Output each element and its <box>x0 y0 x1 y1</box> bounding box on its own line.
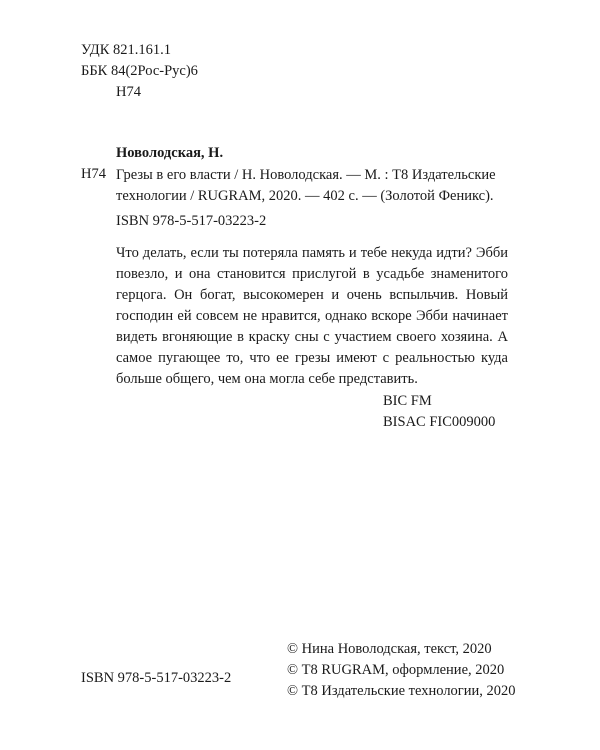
bisac-code: BISAC FIC009000 <box>383 414 496 430</box>
book-abstract: Что делать, если ты потеряла память и тебе некуда идти? Эбби повезло, и она становится прислугой в усадьбе знаменитого герцога. Он богат, высокомерен и очень вспыльчив. Новый господин ей совсем не нравится, однако вскоре Эбби начинает видеть вгоняющие в краску сны с участием своего хозяина. А самое пугающее то, что ее грезы имеют с реальностью куда больше общего, чем она могла себе представить. <box>116 245 508 387</box>
udk-code: УДК 821.161.1 <box>81 42 171 58</box>
isbn-footer: ISBN 978-5-517-03223-2 <box>81 670 232 686</box>
bibliographic-line-2: технологии / RUGRAM, 2020. — 402 с. — (Золотой Феникс). <box>116 188 494 204</box>
author-code-top: Н74 <box>116 84 141 100</box>
copyright-design: © Т8 RUGRAM, оформление, 2020 <box>287 662 505 678</box>
author-code-left: Н74 <box>81 166 106 182</box>
bibliographic-line-1: Грезы в его власти / Н. Новолодская. — М. : Т8 Издательские <box>116 167 496 183</box>
bbk-code: ББК 84(2Рос-Рус)6 <box>81 63 198 79</box>
copyright-text-author: © Нина Новолодская, текст, 2020 <box>287 641 492 657</box>
author-name: Новолодская, Н. <box>116 145 224 161</box>
bic-code: BIC FM <box>383 393 432 409</box>
bibliographic-description <box>116 165 506 207</box>
copyright-publisher: © Т8 Издательские технологии, 2020 <box>287 683 516 699</box>
isbn-record: ISBN 978-5-517-03223-2 <box>116 213 267 229</box>
